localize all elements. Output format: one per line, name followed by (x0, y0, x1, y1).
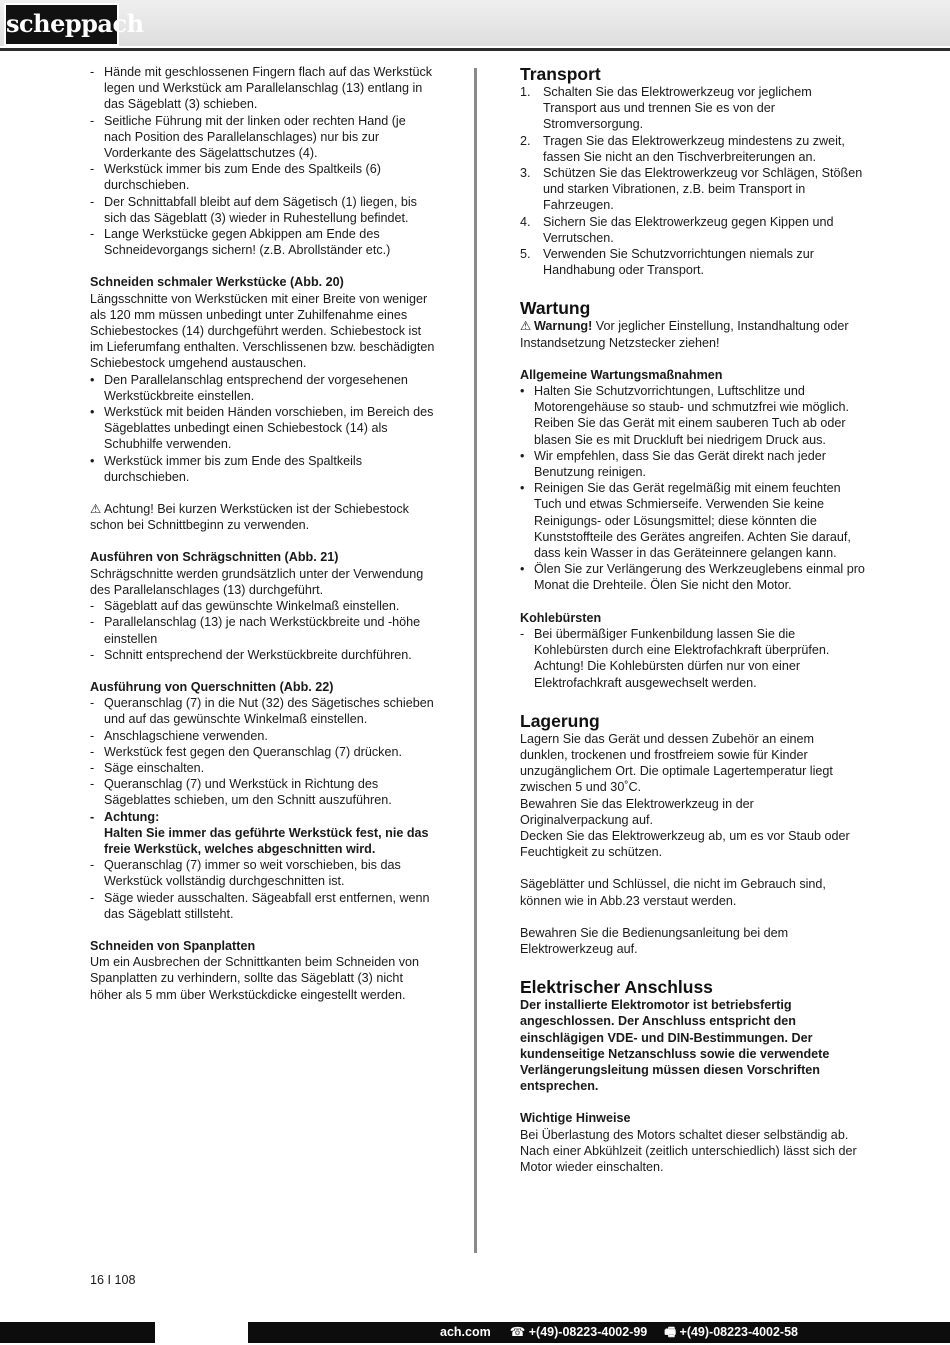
scheppach-logo: scheppach (4, 3, 119, 46)
section-heading: Ausführung von Querschnitten (Abb. 22) (90, 679, 334, 694)
bullet-item: • Werkstück immer bis zum Ende des Spaltkeils durchschieben. (90, 453, 363, 484)
warning-icon: ⚠ (90, 502, 102, 517)
section-heading: Allgemeine Wartungsmaßnahmen (520, 367, 723, 382)
bullet-item: • Wir empfehlen, dass Sie das Gerät direkt nach jeder Benutzung reinigen. (520, 448, 826, 480)
list-item: - Anschlagschiene verwenden. (90, 728, 268, 743)
bullet-item: • Werkstück mit beiden Händen vorschieben, im Bereich des Sägeblattes unbedingt einen Schiebestock (14) als Schubhilfe verwenden. (90, 405, 434, 452)
section-title: Wartung (520, 298, 591, 319)
attention-item: - Achtung: Halten Sie immer das geführte Werkstück fest, nie das freie Werkstück, welches abgeschnitten wird. (90, 809, 429, 856)
list-item: - Säge wieder ausschalten. Sägeabfall erst entfernen, wenn das Sägeblatt stillsteht. (90, 890, 430, 921)
section-title: Transport (520, 64, 601, 84)
list-item: - Lange Werkstücke gegen Abkippen am Ende des Schneidevorgangs sichern! (z.B. Abrollständer etc.) (90, 227, 391, 258)
list-item: - Säge einschalten. (90, 760, 205, 775)
bullet-item: • Ölen Sie zur Verlängerung des Werkzeuglebens einmal pro Monat die Drehteile. Ölen Sie nicht den Motor. (520, 562, 865, 593)
section-heading: Ausführen von Schrägschnitten (Abb. 21) (90, 550, 339, 565)
section-heading: Kohlebürsten (520, 610, 602, 625)
paragraph: Sägeblätter und Schlüssel, die nicht im Gebrauch sind, können wie in Abb.23 verstaut werden. (520, 877, 826, 908)
numbered-item: 4. Sichern Sie das Elektrowerkzeug gegen Kippen und Verrutschen. (520, 214, 834, 245)
footer-contact (440, 1323, 798, 1342)
list-item: - Werkstück immer bis zum Ende des Spaltkeils (6) durchschieben. (90, 162, 381, 193)
paragraph: Längsschnitte von Werkstücken mit einer Breite von weniger als 120 mm müssen unbedingt unter Zuhilfenahme eines Schiebestockes (14) durchgeführt werden. Schiebestock ist im Lieferumfang enthalten. Verschlissenen bzw. beschädigten Schiebestock umgehend austauschen. (90, 291, 435, 371)
bullet-item: • Halten Sie Schutzvorrichtungen, Luftschlitze und Motorengehäuse so staub- und schmutzfrei wie möglich. Reiben Sie das Gerät mit einem sauberen Tuch ab oder blasen Sie es mit Druckluft bei niedrigem Druck aus. (520, 384, 850, 447)
list-item: - Queranschlag (7) und Werkstück in Richtung des Sägeblattes schieben, um den Schnitt auszuführen. (90, 777, 392, 808)
list-item: - Bei übermäßiger Funkenbildung lassen Sie die Kohlebürsten durch eine Elektrofachkraft überprüfen. Achtung! Die Kohlebürsten dürfen nur von einer Elektrofachkraft ausgewechselt werden. (520, 626, 830, 690)
list-item: - Parallelanschlag (13) je nach Werkstückbreite und -höhe einstellen (90, 615, 421, 646)
column-divider (474, 68, 477, 1253)
numbered-item: 5. Verwenden Sie Schutzvorrichtungen niemals zur Handhabung oder Transport. (520, 247, 814, 278)
fax-icon: 🖷 (664, 1325, 677, 1339)
section-heading: Schneiden von Spanplatten (90, 938, 256, 953)
page-number: 16 I 108 (90, 1273, 136, 1287)
list-item: - Queranschlag (7) in die Nut (32) des Sägetisches schieben und auf das gewünschte Winkelmaß einstellen. (90, 696, 434, 727)
list-item: - Seitliche Führung mit der linken oder rechten Hand (je nach Position des Parallelanschlages) nur bis zur Vorderkante des Sägelattschutzes (4). (90, 113, 406, 161)
paragraph: Um ein Ausbrechen der Schnittkanten beim Schneiden von Spanplatten zu verhindern, sollte das Sägeblatt (3) nicht höher als 5 mm über Werkstückdicke eingestellt werden. (90, 955, 420, 1002)
section-title: Lagerung (520, 710, 600, 731)
right-column (520, 64, 865, 1175)
numbered-item: 2. Tragen Sie das Elektrowerkzeug mindestens zu zweit, fassen Sie nicht an den Tischverbreiterungen an. (520, 133, 845, 164)
phone-number: +(49)-08223-4002-99 (528, 1325, 648, 1339)
list-item: - Hände mit geschlossenen Fingern flach auf das Werkstück legen und Werkstück am Parallelanschlag (13) entlang in das Sägeblatt (3) schieben. (90, 65, 433, 112)
bullet-item: • Den Parallelanschlag entsprechend der vorgesehenen Werkstückbreite einstellen. (90, 372, 408, 403)
paragraph: Schrägschnitte werden grundsätzlich unter der Verwendung des Parallelanschlages (13) durchgeführt. (90, 566, 424, 597)
warning-note: ⚠ Achtung! Bei kurzen Werkstücken ist der Schiebestock schon bei Schnittbeginn zu verwenden. (90, 502, 409, 533)
web-link[interactable]: ach.com (440, 1325, 491, 1339)
header-divider (0, 48, 950, 51)
paragraph: Der installierte Elektromotor ist betriebsfertig angeschlossen. Der Anschluss entspricht den einschlägigen VDE- und DIN-Bestimmungen. Der kundenseitige Netzanschluss sowie die verwendete Verlängerungsleitung müssen diesen Vorschriften entsprechen. (520, 998, 830, 1094)
section-title: Elektrischer Anschluss (520, 977, 713, 998)
list-item: - Queranschlag (7) immer so weit vorschieben, bis das Werkstück vollständig durchgeschnitten ist. (90, 858, 401, 889)
left-column (90, 64, 435, 1003)
warning-icon: ⚠ (520, 319, 532, 334)
list-item: - Der Schnittabfall bleibt auf dem Sägetisch (1) liegen, bis sich das Sägeblatt (3) wieder in Ruhestellung befindet. (90, 194, 417, 225)
paragraph: Lagern Sie das Gerät und dessen Zubehör an einem dunklen, trockenen und frostfreiem sowie für Kinder unzugänglichem Ort. Die optimale Lagertemperatur liegt zwischen 5 und 30˚C. (520, 731, 833, 795)
paragraph: Decken Sie das Elektrowerkzeug ab, um es vor Staub oder Feuchtigkeit zu schützen. (520, 828, 850, 860)
footer-gap (155, 1322, 248, 1343)
section-heading: Wichtige Hinweise (520, 1111, 631, 1126)
paragraph: Bewahren Sie das Elektrowerkzeug in der Originalverpackung auf. (520, 796, 754, 827)
list-item: - Werkstück fest gegen den Queranschlag (7) drücken. (90, 744, 402, 759)
bullet-item: • Reinigen Sie das Gerät regelmäßig mit einem feuchten Tuch und etwas Schmierseife. Verwenden Sie keine Reinigungs- oder Lösungsmittel; diese könnten die Kunststoffteile des Gerätes angreifen. Achten Sie darauf, dass kein Wasser in das Geräteinnere gelangen kann. (520, 481, 851, 561)
list-item: - Schnitt entsprechend der Werkstückbreite durchführen. (90, 647, 412, 662)
section-heading: Schneiden schmaler Werkstücke (Abb. 20) (90, 275, 344, 290)
paragraph: Bewahren Sie die Bedienungsanleitung bei dem Elektrowerkzeug auf. (520, 925, 789, 956)
numbered-item: 3. Schützen Sie das Elektrowerkzeug vor Schlägen, Stößen und starken Vibrationen, z.B. beim Transport in Fahrzeugen. (520, 166, 863, 213)
fax-number: +(49)-08223-4002-58 (679, 1325, 799, 1339)
paragraph: Bei Überlastung des Motors schaltet dieser selbständig ab. Nach einer Abkühlzeit (zeitlich unterschiedlich) lässt sich der Motor wieder einschalten. (520, 1127, 857, 1174)
phone-icon: ☎ (509, 1325, 526, 1339)
numbered-item: 1. Schalten Sie das Elektrowerkzeug vor jeglichem Transport aus und trennen Sie es von der Stromversorgung. (520, 85, 812, 132)
list-item: - Sägeblatt auf das gewünschte Winkelmaß einstellen. (90, 599, 400, 614)
warning-note: ⚠ Warnung! Vor jeglicher Einstellung, Instandhaltung oder Instandsetzung Netzstecker ziehen! (520, 319, 849, 350)
intro-list (90, 64, 435, 258)
